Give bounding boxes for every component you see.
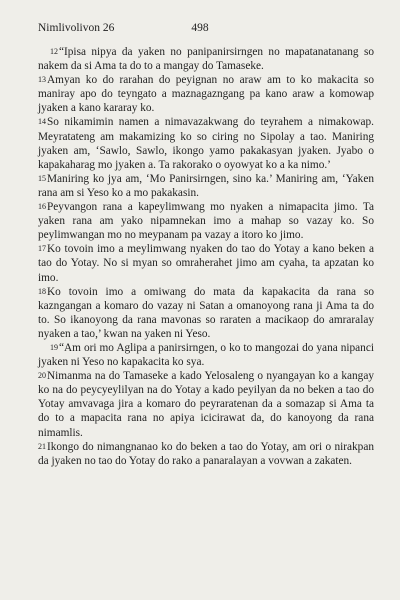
verse-13 <box>38 73 374 115</box>
page-header <box>38 20 362 36</box>
book-chapter-heading: Nimlivolivon 26 <box>38 22 115 34</box>
verse-number: 16 <box>38 202 46 212</box>
verse-number: 14 <box>38 117 46 127</box>
verse-number: 13 <box>38 75 46 85</box>
verse-14 <box>38 115 374 171</box>
verse-21 <box>38 440 374 468</box>
verse-text: Ikongo do nimangnanao ko do beken a tao do Yotay, am ori o nirakpan da jyaken no tao do Yotay do rako a panaralayan a vovwan a zakaten. <box>38 440 374 467</box>
verse-18 <box>38 285 374 341</box>
verse-text: Nimanma na do Tamaseke a kado Yelosaleng o nyangayan ko a kangay ko na do peycyeylilyan na do Yotay a kado peyilyan da no beken a tao do Yotay amvavaga jira a komaro do peyraratenan da a somazap si Ama ta do to a mapacita rana no apiya icicirawat da, do kanoyong da rana nimamlis. <box>38 370 374 439</box>
verse-16 <box>38 200 374 242</box>
verse-text: Amyan ko do rarahan do peyignan no araw am to ko makacita so maniray apo do teyngato a maznagazngang pa kano araw a komowap jyaken a kano kararay ko. <box>38 74 374 115</box>
verse-17 <box>38 242 374 284</box>
verse-text: Peyvangon rana a kapeylimwang mo nyaken a nimapacita jimo. Ta yaken rana am yako nipamnekan imo a mahap so vazay ko. So peylimwangan mo no meypanam pa vazay a itoro ko jimo. <box>38 201 374 242</box>
verse-15 <box>38 172 374 200</box>
verse-19 <box>38 341 374 369</box>
page-number: 498 <box>191 22 209 34</box>
verse-number: 19 <box>50 342 58 352</box>
verse-number: 15 <box>38 173 46 183</box>
verse-12 <box>38 45 374 73</box>
verse-text: “Ipisa nipya da yaken no panipanirsirngen no mapatanatanang so nakem da si Ama ta do to a mangay do Tamaseke. <box>38 46 374 73</box>
verse-number: 12 <box>50 47 58 56</box>
verse-number: 17 <box>38 244 46 254</box>
verse-text: Maniring ko jya am, ‘Mo Panirsirngen, sino ka.’ Maniring am, ‘Yaken rana am si Yeso ko a mo pakakasin. <box>38 172 374 199</box>
verse-20 <box>38 369 374 439</box>
verse-text: So nikamimin namen a nimavazakwang do teyrahem a nimakowap. Meyratateng am makamizing ko so ciring no Sipolay a tao. Maniring jyaken am, ‘Sawlo, Sawlo, ikongo yamo pakakasyan jyaken. Jyabo o kapakaharag mo jyaken a. Ta rakorako o oyowyat ko a ka nimo.’ <box>38 116 374 171</box>
scripture-text <box>38 45 374 468</box>
verse-number: 21 <box>38 441 46 451</box>
verse-number: 20 <box>38 371 46 381</box>
verse-text: Ko tovoin imo a omiwang do mata da kapakacita da rana so kazngangan a komaro do vazay ni Satan a omanoyong rana ji Ama ta do to. So ikanoyong da rana mavonas so raraten a macikaop do amraralay nyaken a tao,’ kwan na yaken ni Yeso. <box>38 285 374 340</box>
verse-number: 18 <box>38 286 46 296</box>
verse-text: Ko tovoin imo a meylimwang nyaken do tao do Yotay a kano beken a tao do Yotay. No si myan so omraherahet jimo am cyaha, ta apzatan ko imo. <box>38 243 374 284</box>
verse-text: “Am ori mo Aglipa a panirsirngen, o ko to mangozai do yana nipanci jyaken ni Yeso no kapakacita ko sya. <box>38 341 374 369</box>
